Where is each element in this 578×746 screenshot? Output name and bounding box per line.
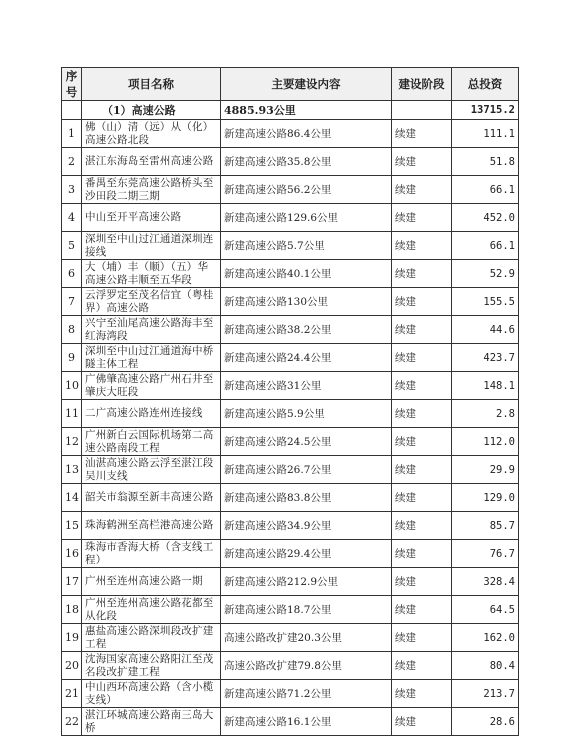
- row-stage: 续建: [392, 540, 452, 568]
- row-investment: 328.4: [452, 568, 519, 596]
- row-stage: 续建: [392, 456, 452, 484]
- row-investment: 76.7: [452, 540, 519, 568]
- row-investment: 66.1: [452, 176, 519, 204]
- row-investment: 85.7: [452, 512, 519, 540]
- row-content: 新建高速公路86.4公里: [221, 120, 392, 148]
- table-row: [62, 568, 519, 596]
- row-index: 16: [62, 540, 82, 568]
- row-stage: 续建: [392, 428, 452, 456]
- row-content: 新建高速公路5.9公里: [221, 400, 392, 428]
- row-content: 新建高速公路26.7公里: [221, 456, 392, 484]
- row-stage: 续建: [392, 232, 452, 260]
- row-index: 18: [62, 596, 82, 624]
- row-stage: 续建: [392, 596, 452, 624]
- row-investment: 64.5: [452, 596, 519, 624]
- project-table: [61, 67, 519, 736]
- row-stage: 续建: [392, 708, 452, 736]
- row-stage: 续建: [392, 372, 452, 400]
- table-row: [62, 148, 519, 176]
- row-content: 新建高速公路130公里: [221, 288, 392, 316]
- row-investment: 148.1: [452, 372, 519, 400]
- row-project-name: 广州新白云国际机场第二高速公路南段工程: [82, 428, 221, 456]
- table-row: [62, 316, 519, 344]
- section-stage: [392, 101, 452, 120]
- row-investment: 52.9: [452, 260, 519, 288]
- row-project-name: 湛江东海岛至雷州高速公路: [82, 148, 221, 176]
- row-stage: 续建: [392, 568, 452, 596]
- row-project-name: 大（埔）丰（顺）（五）华高速公路丰顺至五华段: [82, 260, 221, 288]
- row-project-name: 沈海国家高速公路阳江至茂名段改扩建工程: [82, 652, 221, 680]
- row-stage: 续建: [392, 652, 452, 680]
- row-investment: 51.8: [452, 148, 519, 176]
- row-index: 9: [62, 344, 82, 372]
- table-header: [62, 68, 519, 101]
- table-row: [62, 176, 519, 204]
- row-project-name: 珠海市香海大桥（含支线工程）: [82, 540, 221, 568]
- row-project-name: 湛江环城高速公路南三岛大桥: [82, 708, 221, 736]
- row-content: 新建高速公路18.7公里: [221, 596, 392, 624]
- row-investment: 29.9: [452, 456, 519, 484]
- row-project-name: 二广高速公路连州连接线: [82, 400, 221, 428]
- row-index: 20: [62, 652, 82, 680]
- row-content: 新建高速公路24.4公里: [221, 344, 392, 372]
- row-content: 新建高速公路83.8公里: [221, 484, 392, 512]
- row-project-name: 番禺至东莞高速公路桥头至沙田段二期三期: [82, 176, 221, 204]
- row-investment: 213.7: [452, 680, 519, 708]
- row-index: 22: [62, 708, 82, 736]
- row-stage: 续建: [392, 148, 452, 176]
- row-investment: 44.6: [452, 316, 519, 344]
- row-index: 11: [62, 400, 82, 428]
- row-stage: 续建: [392, 316, 452, 344]
- table-row: [62, 428, 519, 456]
- header-row: [62, 68, 519, 101]
- row-project-name: 惠盐高速公路深圳段改扩建工程: [82, 624, 221, 652]
- table-row: [62, 120, 519, 148]
- row-content: 新建高速公路35.8公里: [221, 148, 392, 176]
- row-index: 12: [62, 428, 82, 456]
- row-index: 17: [62, 568, 82, 596]
- row-index: 4: [62, 204, 82, 232]
- row-investment: 155.5: [452, 288, 519, 316]
- row-stage: 续建: [392, 512, 452, 540]
- row-project-name: 珠海鹤洲至高栏港高速公路: [82, 512, 221, 540]
- row-investment: 423.7: [452, 344, 519, 372]
- row-content: 新建高速公路16.1公里: [221, 708, 392, 736]
- row-index: 19: [62, 624, 82, 652]
- row-content: 高速公路改扩建20.3公里: [221, 624, 392, 652]
- row-project-name: 中山至开平高速公路: [82, 204, 221, 232]
- row-stage: 续建: [392, 120, 452, 148]
- row-investment: 111.1: [452, 120, 519, 148]
- row-content: 新建高速公路31公里: [221, 372, 392, 400]
- table-row: [62, 484, 519, 512]
- header-index: 序号: [62, 68, 82, 101]
- header-investment: 总投资: [452, 68, 519, 101]
- table-row: [62, 260, 519, 288]
- row-index: 8: [62, 316, 82, 344]
- row-stage: 续建: [392, 400, 452, 428]
- row-investment: 2.8: [452, 400, 519, 428]
- row-content: 新建高速公路29.4公里: [221, 540, 392, 568]
- row-stage: 续建: [392, 624, 452, 652]
- row-investment: 112.0: [452, 428, 519, 456]
- row-content: 新建高速公路34.9公里: [221, 512, 392, 540]
- row-index: 10: [62, 372, 82, 400]
- row-index: 13: [62, 456, 82, 484]
- row-project-name: 韶关市翁源至新丰高速公路: [82, 484, 221, 512]
- row-project-name: 深圳至中山过江通道海中桥隧主体工程: [82, 344, 221, 372]
- table-row: [62, 204, 519, 232]
- section-name: （1）高速公路: [82, 101, 221, 120]
- row-stage: 续建: [392, 484, 452, 512]
- row-stage: 续建: [392, 344, 452, 372]
- row-stage: 续建: [392, 680, 452, 708]
- row-index: 6: [62, 260, 82, 288]
- table-row: [62, 288, 519, 316]
- row-index: 14: [62, 484, 82, 512]
- row-content: 新建高速公路129.6公里: [221, 204, 392, 232]
- row-project-name: 汕湛高速公路云浮至湛江段吴川支线: [82, 456, 221, 484]
- row-index: 3: [62, 176, 82, 204]
- row-index: 1: [62, 120, 82, 148]
- row-index: 2: [62, 148, 82, 176]
- row-project-name: 广佛肇高速公路广州石井至肇庆大旺段: [82, 372, 221, 400]
- row-project-name: 广州至连州高速公路花都至从化段: [82, 596, 221, 624]
- row-content: 新建高速公路38.2公里: [221, 316, 392, 344]
- header-content: 主要建设内容: [221, 68, 392, 101]
- row-stage: 续建: [392, 204, 452, 232]
- row-project-name: 佛（山）清（远）从（化）高速公路北段: [82, 120, 221, 148]
- row-project-name: 深圳至中山过江通道深圳连接线: [82, 232, 221, 260]
- row-stage: 续建: [392, 176, 452, 204]
- row-content: 新建高速公路71.2公里: [221, 680, 392, 708]
- row-content: 新建高速公路212.9公里: [221, 568, 392, 596]
- row-content: 新建高速公路56.2公里: [221, 176, 392, 204]
- row-index: 15: [62, 512, 82, 540]
- row-index: 7: [62, 288, 82, 316]
- row-content: 高速公路改扩建79.8公里: [221, 652, 392, 680]
- row-content: 新建高速公路40.1公里: [221, 260, 392, 288]
- row-project-name: 云浮罗定至茂名信宜（粤桂界）高速公路: [82, 288, 221, 316]
- row-investment: 162.0: [452, 624, 519, 652]
- table-row: [62, 540, 519, 568]
- row-content: 新建高速公路24.5公里: [221, 428, 392, 456]
- section-content: 4885.93公里: [221, 101, 392, 120]
- row-stage: 续建: [392, 260, 452, 288]
- section-total: 13715.2: [452, 101, 519, 120]
- row-project-name: 中山西环高速公路（含小榄支线）: [82, 680, 221, 708]
- row-project-name: 兴宁至汕尾高速公路海丰至红海湾段: [82, 316, 221, 344]
- table-row: [62, 232, 519, 260]
- row-investment: 452.0: [452, 204, 519, 232]
- table-body: [62, 101, 519, 736]
- row-content: 新建高速公路5.7公里: [221, 232, 392, 260]
- section-row: [62, 101, 519, 120]
- row-investment: 80.4: [452, 652, 519, 680]
- row-investment: 28.6: [452, 708, 519, 736]
- row-index: 21: [62, 680, 82, 708]
- row-index: 5: [62, 232, 82, 260]
- table-row: [62, 400, 519, 428]
- table-row: [62, 624, 519, 652]
- table-row: [62, 708, 519, 736]
- table-row: [62, 344, 519, 372]
- row-investment: 66.1: [452, 232, 519, 260]
- header-project-name: 项目名称: [82, 68, 221, 101]
- row-stage: 续建: [392, 288, 452, 316]
- table-row: [62, 456, 519, 484]
- row-project-name: 广州至连州高速公路一期: [82, 568, 221, 596]
- table-row: [62, 652, 519, 680]
- table-row: [62, 596, 519, 624]
- section-index: [62, 101, 82, 120]
- row-investment: 129.0: [452, 484, 519, 512]
- table-row: [62, 372, 519, 400]
- table-row: [62, 512, 519, 540]
- table-row: [62, 680, 519, 708]
- header-stage: 建设阶段: [392, 68, 452, 101]
